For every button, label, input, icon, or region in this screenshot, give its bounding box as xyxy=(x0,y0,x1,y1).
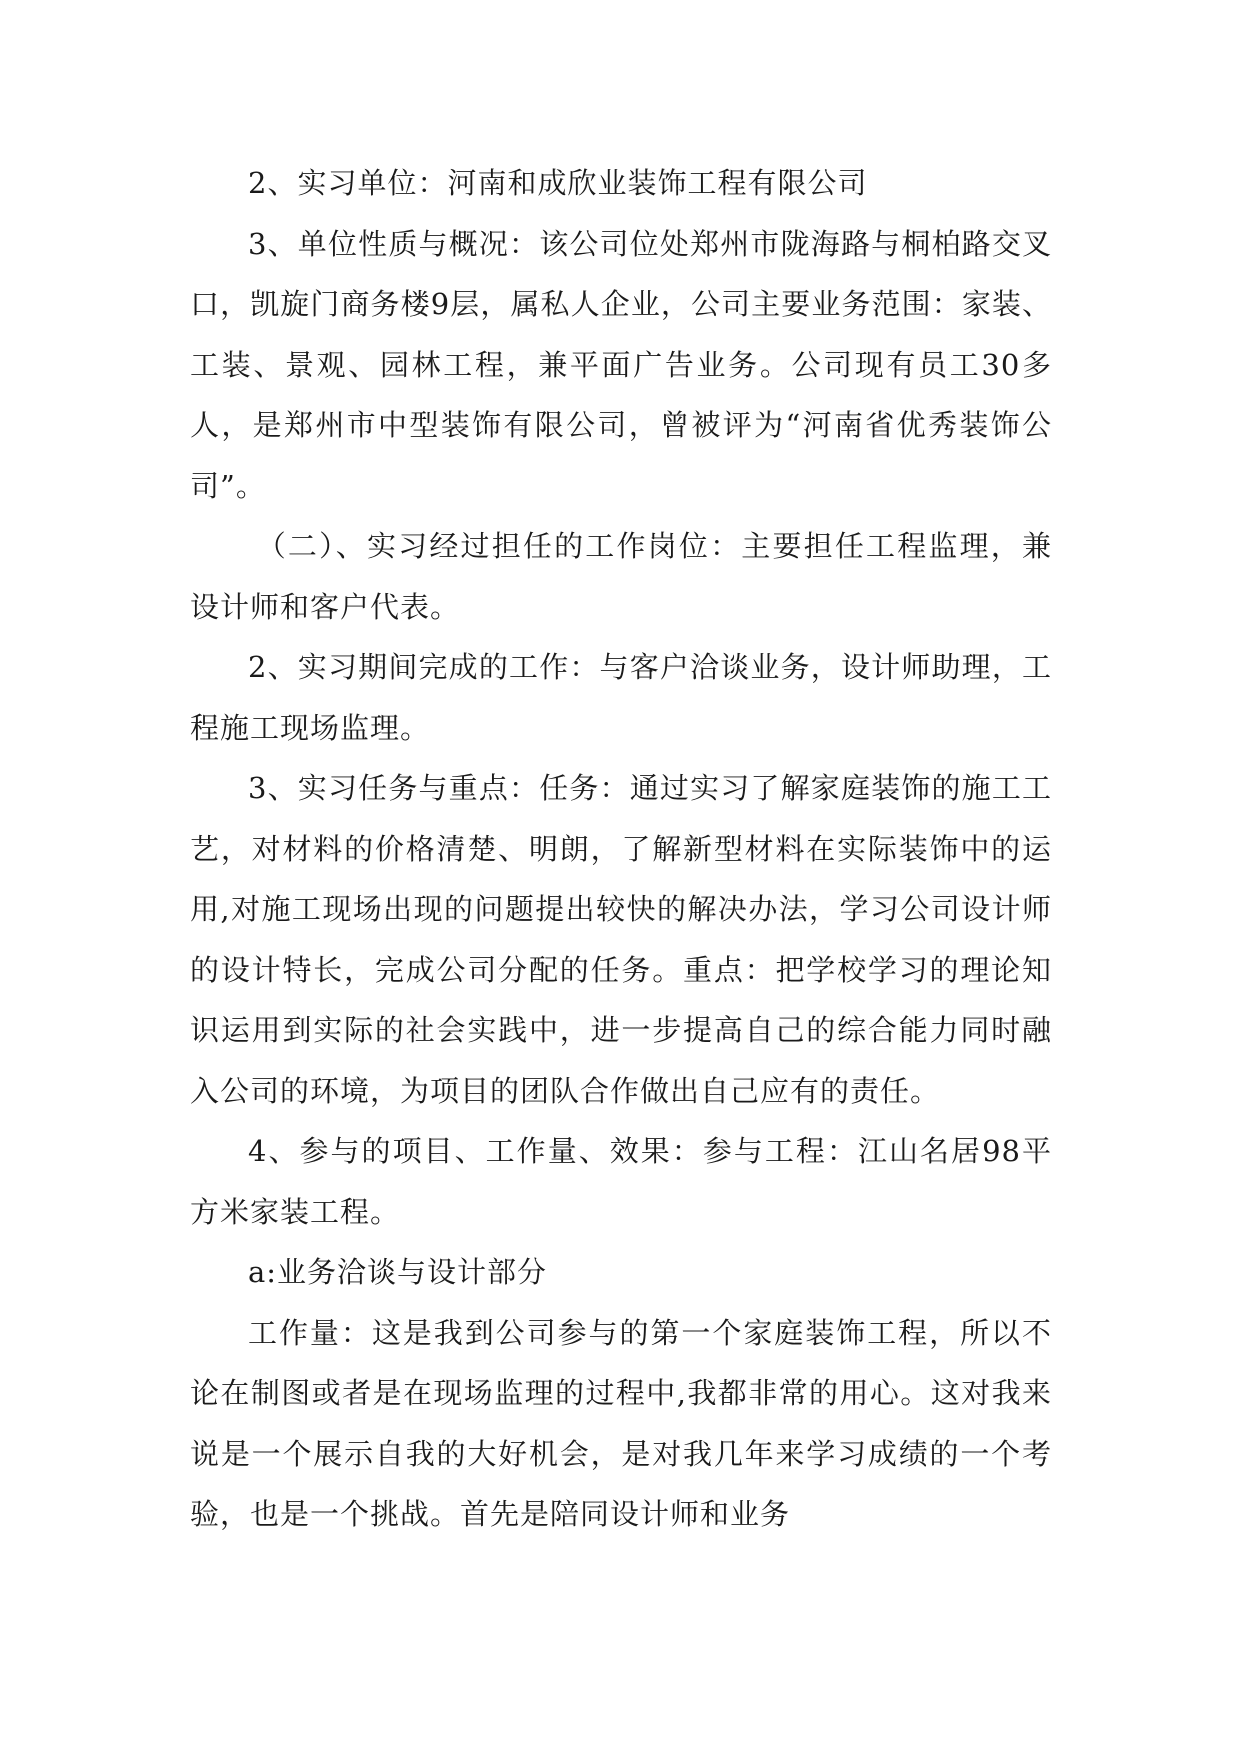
paragraph-internship-unit: 2、实习单位：河南和成欣业装饰工程有限公司 xyxy=(248,166,868,200)
paragraph-section-a: a:业务洽谈与设计部分 xyxy=(248,1255,548,1289)
document-body xyxy=(190,153,1052,1545)
paragraph-work-completed: 2、实习期间完成的工作：与客户洽谈业务，设计师助理，工程施工现场监理。 xyxy=(190,650,1052,745)
paragraph-job-position: （二）、实习经过担任的工作岗位：主要担任工程监理，兼设计师和客户代表。 xyxy=(190,529,1052,624)
paragraph-tasks-focus: 3、实习任务与重点：任务：通过实习了解家庭装饰的施工工艺，对材料的价格清楚、明朗，了解新型材料在实际装饰中的运用,对施工现场出现的问题提出较快的解决办法，学习公司设计师的设计特长，完成公司分配的任务。重点：把学校学习的理论知识运用到实际的社会实践中，进一步提高自己的综合能力同时融入公司的环境，为项目的团队合作做出自己应有的责任。 xyxy=(190,771,1052,1108)
paragraph-workload: 工作量：这是我到公司参与的第一个家庭装饰工程，所以不论在制图或者是在现场监理的过程中,我都非常的用心。这对我来说是一个展示自我的大好机会，是对我几年来学习成绩的一个考验，也是一个挑战。首先是陪同设计师和业务 xyxy=(190,1315,1052,1531)
paragraph-unit-overview: 3、单位性质与概况：该公司位处郑州市陇海路与桐柏路交叉口，凯旋门商务楼9层，属私人企业，公司主要业务范围：家装、工装、景观、园林工程，兼平面广告业务。公司现有员工30多人，是郑州市中型装饰有限公司，曾被评为“河南省优秀装饰公司”。 xyxy=(190,226,1052,503)
paragraph-projects: 4、参与的项目、工作量、效果：参与工程：江山名居98平方米家装工程。 xyxy=(190,1134,1052,1229)
